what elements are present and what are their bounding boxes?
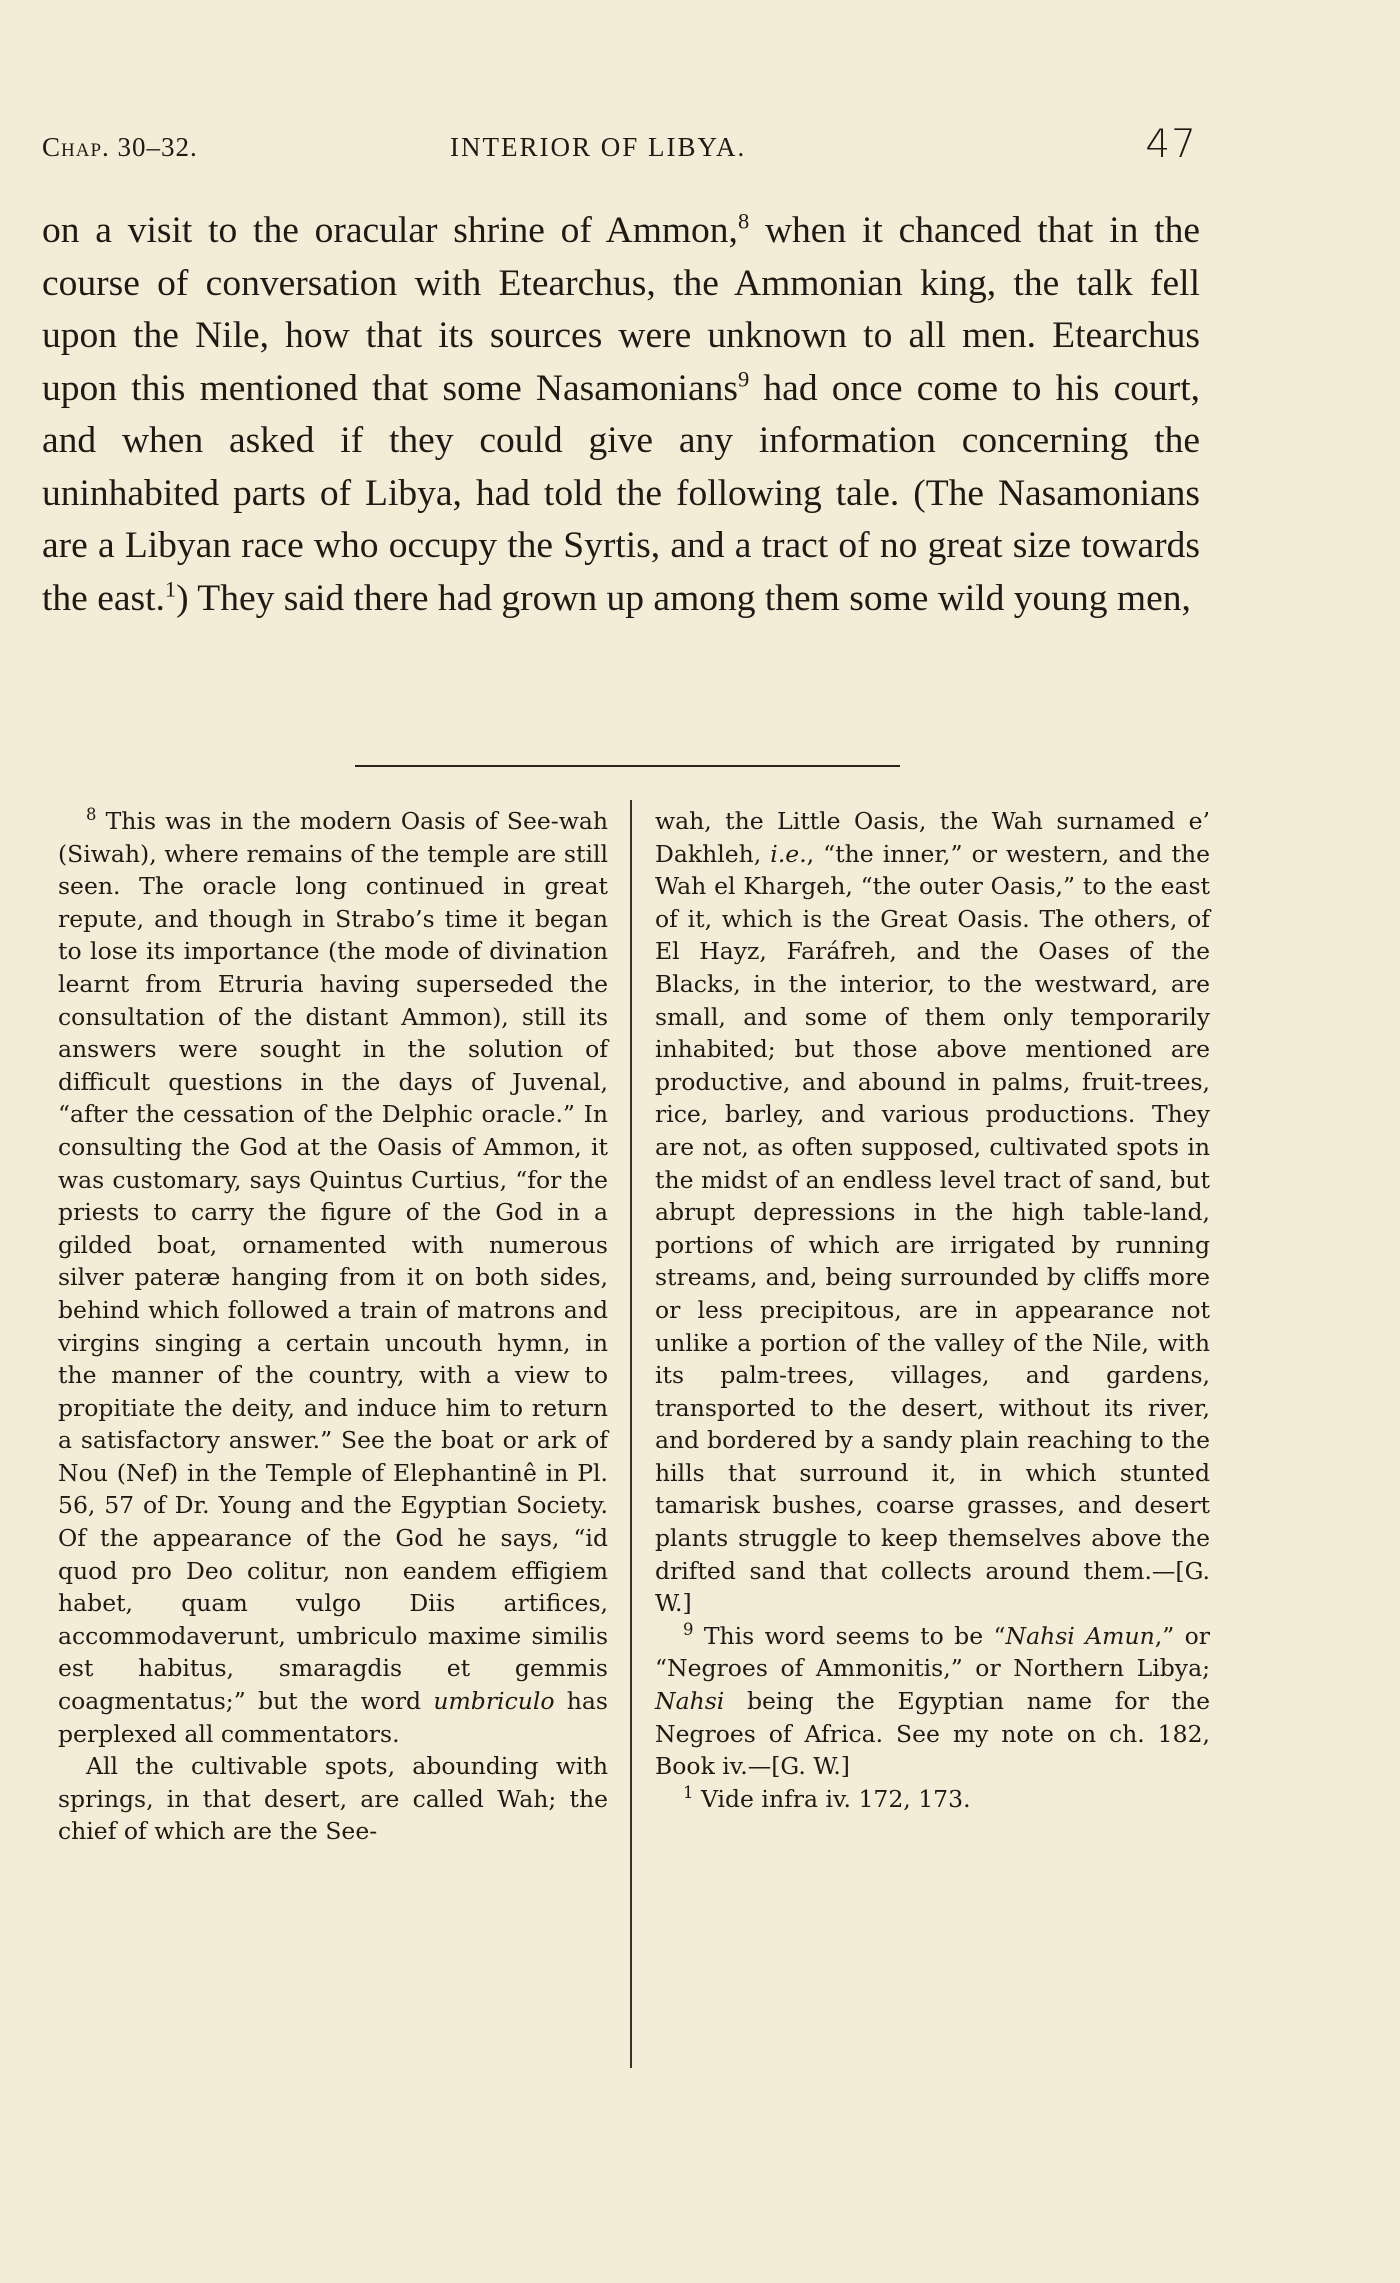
column-divider bbox=[630, 800, 632, 2068]
main-text-segment: when it chanced that in the course of conversation with Etearchus, the Ammonian king, the talk fell upon the Nile, how that its sources were unknown to all men. Etearchus upon this mentioned that some Nasamonians bbox=[42, 210, 1200, 409]
footnote-italic: umbriculo bbox=[433, 1687, 555, 1716]
footnote-ref-8: 8 bbox=[737, 208, 750, 234]
footnote-text: wah, the Little Oasis, the Wah surnamed e’ Dakhleh, bbox=[655, 807, 1210, 868]
footnote-text: , “the inner,” or western, and the Wah el Khargeh, “the outer Oasis,” to the east of it, which is the Great Oasis. The others, of El Hayz, Faráfreh, and the Oases of the Blacks, in the interior, to the westward, are small, and some of them only temporarily inhabited; but those above mentioned are productive, and abound in palms, fruit-trees, rice, barley, and various productions. They are not, as often supposed, cultivated spots in the midst of an endless level tract of sand, but abrupt depressions in the high table-land, portions of which are irrigated by running streams, and, being surrounded by cliffs more or less precipitous, are in appearance not unlike a portion of the valley of the Nile, with its palm-trees, villages, and gardens, transported to the desert, without its river, and bordered by a sandy plain reaching to the hills that surround it, in which stunted tamarisk bushes, coarse grasses, and desert plants struggle to keep themselves above the drifted sand that collects around them.—[G. W.] bbox=[655, 839, 1210, 1618]
footnote-text: This word seems to be “ bbox=[693, 1621, 1006, 1650]
footnote-8 bbox=[58, 805, 608, 1750]
footnote-8-continuation bbox=[58, 1750, 608, 1848]
main-text-segment: ) They said there had grown up among them some wild young men, bbox=[176, 577, 1191, 619]
footnote-text: Vide infra iv. 172, 173. bbox=[693, 1784, 971, 1813]
main-text-segment: on a visit to the oracular shrine of Ammon, bbox=[42, 210, 738, 251]
footnote-text: being the Egyptian name for the Negroes of Africa. See my note on ch. 182, Book iv.—[G. W.] bbox=[655, 1687, 1210, 1781]
footnote-9 bbox=[655, 1620, 1210, 1783]
footnote-text: All the cultivable spots, abounding with springs, in that desert, are called Wah; the chief of which are the See- bbox=[58, 1752, 608, 1846]
footnote-8-continued bbox=[655, 805, 1210, 1620]
footnote-italic: i.e. bbox=[770, 839, 807, 868]
footnote-column-left bbox=[58, 805, 608, 1848]
footnote-ref-9: 9 bbox=[737, 366, 750, 391]
footnote-italic: Nahsi Amun bbox=[1005, 1621, 1155, 1650]
footnote-text: ,” or “Negroes of Ammonitis,” or Northern Libya; bbox=[655, 1621, 1210, 1683]
footnote-column-right bbox=[655, 805, 1210, 1815]
footnote-italic: Nahsi bbox=[655, 1687, 725, 1716]
running-header bbox=[42, 122, 1197, 167]
footnote-separator-rule bbox=[355, 765, 900, 767]
main-text-segment: had once come to his court, and when asked if they could give any information concerning the uninhabited parts of Libya, had told the following tale. (The Nasamonians are a Libyan race who occupy the Syrtis, and a tract of no great size towards the east. bbox=[42, 367, 1200, 619]
footnote-1 bbox=[655, 1783, 1210, 1816]
footnote-ref-1: 1 bbox=[164, 576, 177, 601]
chapter-reference: Chap. 30–32. bbox=[42, 132, 198, 162]
footnote-text: has perplexed all commentators. bbox=[58, 1687, 608, 1748]
main-paragraph bbox=[42, 205, 1200, 625]
footnote-number: 9 bbox=[683, 1620, 694, 1640]
footnote-number: 1 bbox=[683, 1782, 694, 1802]
footnote-number: 8 bbox=[86, 805, 97, 825]
footnote-text: This was in the modern Oasis of See-wah (Siwah), where remains of the temple are still seen. The oracle long continued in great repute, and though in Strabo’s time it began to lose its importance (the mode of divination learnt from Etruria having superseded the consultation of the distant Ammon), still its answers were sought in the solution of difficult questions in the days of Juvenal, “after the cessation of the Delphic oracle.” In consulting the God at the Oasis of Ammon, it was customary, says Quintus Curtius, “for the priests to carry the figure of the God in a gilded boat, ornamented with numerous silver pateræ hanging from it on both sides, behind which followed a train of matrons and virgins singing a certain uncouth hymn, in the manner of the country, with a view to propitiate the deity, and induce him to return a satisfactory answer.” See the boat or ark of Nou (Nef) in the Temple of Elephantinê in Pl. 56, 57 of Dr. Young and the Egyptian Society. Of the appearance of the God he says, “id quod pro Deo colitur, non eandem effigiem habet, quam vulgo Diis artifices, accommodaverunt, umbriculo maxime similis est habitus, smaragdis et gemmis coagmentatus;” but the word bbox=[58, 807, 608, 1716]
main-text bbox=[42, 205, 1200, 625]
running-title: INTERIOR OF LIBYA. bbox=[450, 132, 747, 162]
page-number: 47 bbox=[1145, 122, 1197, 167]
